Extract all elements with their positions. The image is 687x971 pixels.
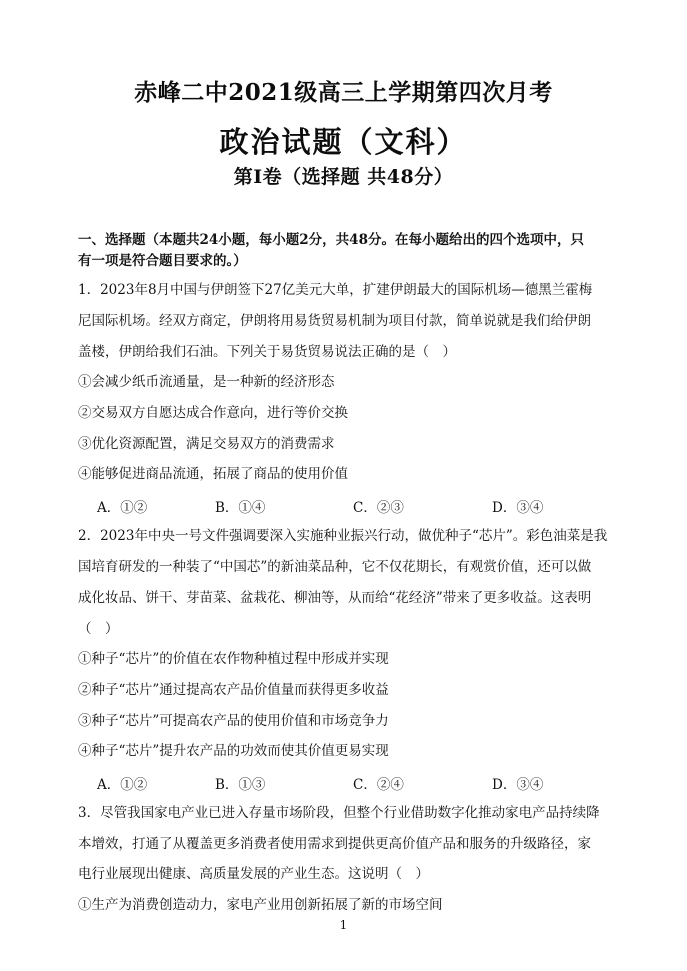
question-3-stem: 3．尽管我国家电产业已进入存量市场阶段，但整个行业借助数字化推动家电产品持续降 [78,805,600,821]
question-2-statement: ①种子“芯片”的价值在农作物种植过程中形成并实现 [78,651,389,667]
question-1-stem: 1．2023年8月中国与伊朗签下27亿美元大单，扩建伊朗最大的国际机场—德黑兰霍梅 [78,282,593,298]
question-1-statement: ②交易双方自愿达成合作意向，进行等价交换 [78,405,348,421]
question-3-stem: 电行业展现出健康、高质量发展的产业生态。这说明（ ） [78,866,429,882]
question-2-options [97,773,617,793]
question-1-statement: ③优化资源配置，满足交易双方的消费需求 [78,436,335,452]
question-1-statement: ①会减少纸币流通量，是一种新的经济形态 [78,374,335,390]
question-2-statement: ②种子“芯片”通过提高农产品价值量而获得更多收益 [78,682,389,698]
section-instruction: 一、选择题（本题共24小题，每小题2分，共48分。在每小题给出的四个选项中，只 [78,232,584,248]
option-d[interactable]: D．③④ [492,500,544,516]
option-a[interactable]: A．①② [97,500,148,516]
option-d[interactable]: D．③④ [492,777,544,793]
question-1-statement: ④能够促进商品流通，拓展了商品的使用价值 [78,466,348,482]
option-c[interactable]: C．②③ [353,500,404,516]
subject-title: 政治试题（文科） [219,125,468,159]
option-c[interactable]: C．②④ [353,777,404,793]
question-2-stem: （ ） [78,621,119,637]
section-instruction: 有一项是符合题目要求的。） [78,253,247,269]
question-1-stem: 盖楼，伊朗给我们石油。下列关于易货贸易说法正确的是（ ） [78,344,456,360]
question-2-stem: 国培育研发的一种装了“中国芯”的新油菜品种，它不仅花期长，有观赏价值，还可以做 [78,559,592,575]
question-2-statement: ③种子“芯片”可提高农产品的使用价值和市场竞争力 [78,713,389,729]
volume-title: 第Ⅰ卷（选择题 共48分） [233,166,454,188]
question-1-stem: 尼国际机场。经双方商定，伊朗将用易货贸易机制为项目付款，简单说就是我们给伊朗 [78,313,591,329]
question-2-statement: ④种子“芯片”提升农产品的功效而使其价值更易实现 [78,743,389,759]
option-b[interactable]: B．①④ [215,500,266,516]
option-a[interactable]: A．①② [97,777,148,793]
question-3-stem: 本增效，打通了从覆盖更多消费者使用需求到提供更高价值产品和服务的升级路径，家 [78,836,591,852]
page-number: 1 [339,918,348,932]
exam-title: 赤峰二中2021级高三上学期第四次月考 [134,79,553,106]
question-2-stem: 2．2023年中央一号文件强调要深入实施种业振兴行动，做优种子“芯片”。彩色油菜是我 [78,528,608,544]
question-1-options [97,496,617,516]
question-2-stem: 成化妆品、饼干、芽苗菜、盆栽花、柳油等，从而给“花经济”带来了更多收益。这表明 [78,590,592,606]
question-3-statement: ①生产为消费创造动力，家电产业用创新拓展了新的市场空间 [78,897,443,913]
option-b[interactable]: B．①③ [215,777,266,793]
